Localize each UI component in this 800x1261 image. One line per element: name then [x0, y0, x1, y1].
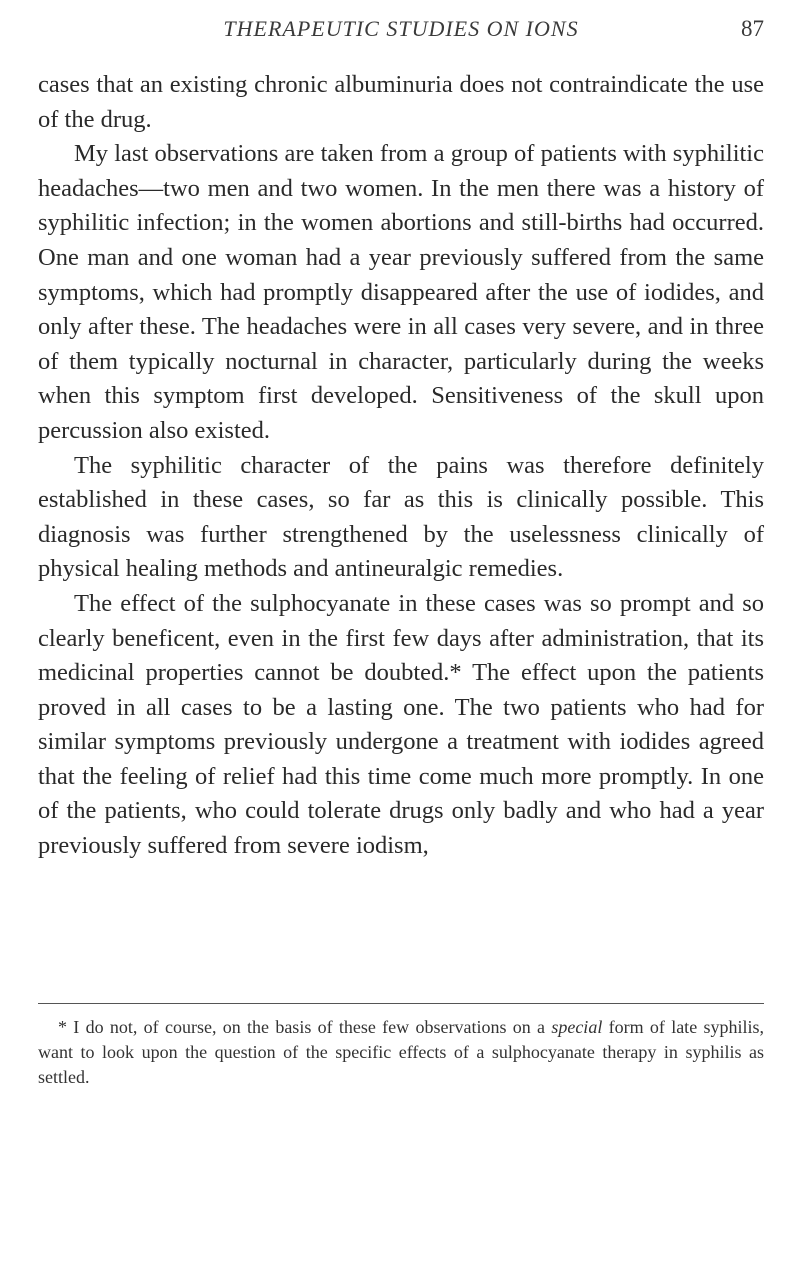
book-page: [38, 0, 764, 1261]
footnote-rule: [38, 1003, 764, 1004]
paragraph-effect: The effect of the sulphocyanate in these cases was so prompt and so clearly beneficent, even in the first few days after administration, that its medicinal properties cannot be doubted.* The effect upon the patients proved in all cases to be a lasting one. The two patients who had for similar symptoms previously undergone a treatment with iodides agreed that the feeling of relief had this time come much more promptly. In one of the patients, who could tolerate drugs only badly and who had a year previously suffered from severe iodism,: [38, 589, 764, 860]
footnote: [38, 1015, 764, 1090]
footnote-emphasis: special: [551, 1017, 603, 1037]
body-text: [38, 68, 764, 864]
running-head: [38, 16, 764, 46]
page-number: 87: [741, 16, 764, 41]
paragraph-diagnosis: The syphilitic character of the pains was therefore definitely established in these cases, so far as this is clinically possible. This diagnosis was further strengthened by the uselessness clinically of physical healing methods and antineuralgic remedies.: [38, 451, 764, 583]
running-title: THERAPEUTIC STUDIES ON IONS: [223, 16, 579, 41]
paragraph-observations: My last observations are taken from a group of patients with syphilitic headaches—two men and two women. In the men there was a history of syphilitic infection; in the women abortions and still-births had occurred. One man and one woman had a year previously suffered from the same symptoms, which had promptly disappeared after the use of iodides, and only after these. The headaches were in all cases very severe, and in three of them typically nocturnal in character, particularly during the weeks when this symptom first developed. Sensitiveness of the skull upon percussion also existed.: [38, 140, 764, 444]
footnote-text-end: form of late syphilis, want to look upon the question of the specific effects of a sulphocyanate therapy in syphilis as settled.: [38, 1017, 764, 1087]
paragraph-continuation: cases that an existing chronic albuminuria does not contraindicate the use of the drug.: [38, 71, 764, 133]
footnote-text-start: * I do not, of course, on the basis of these few observations on a: [58, 1017, 552, 1037]
